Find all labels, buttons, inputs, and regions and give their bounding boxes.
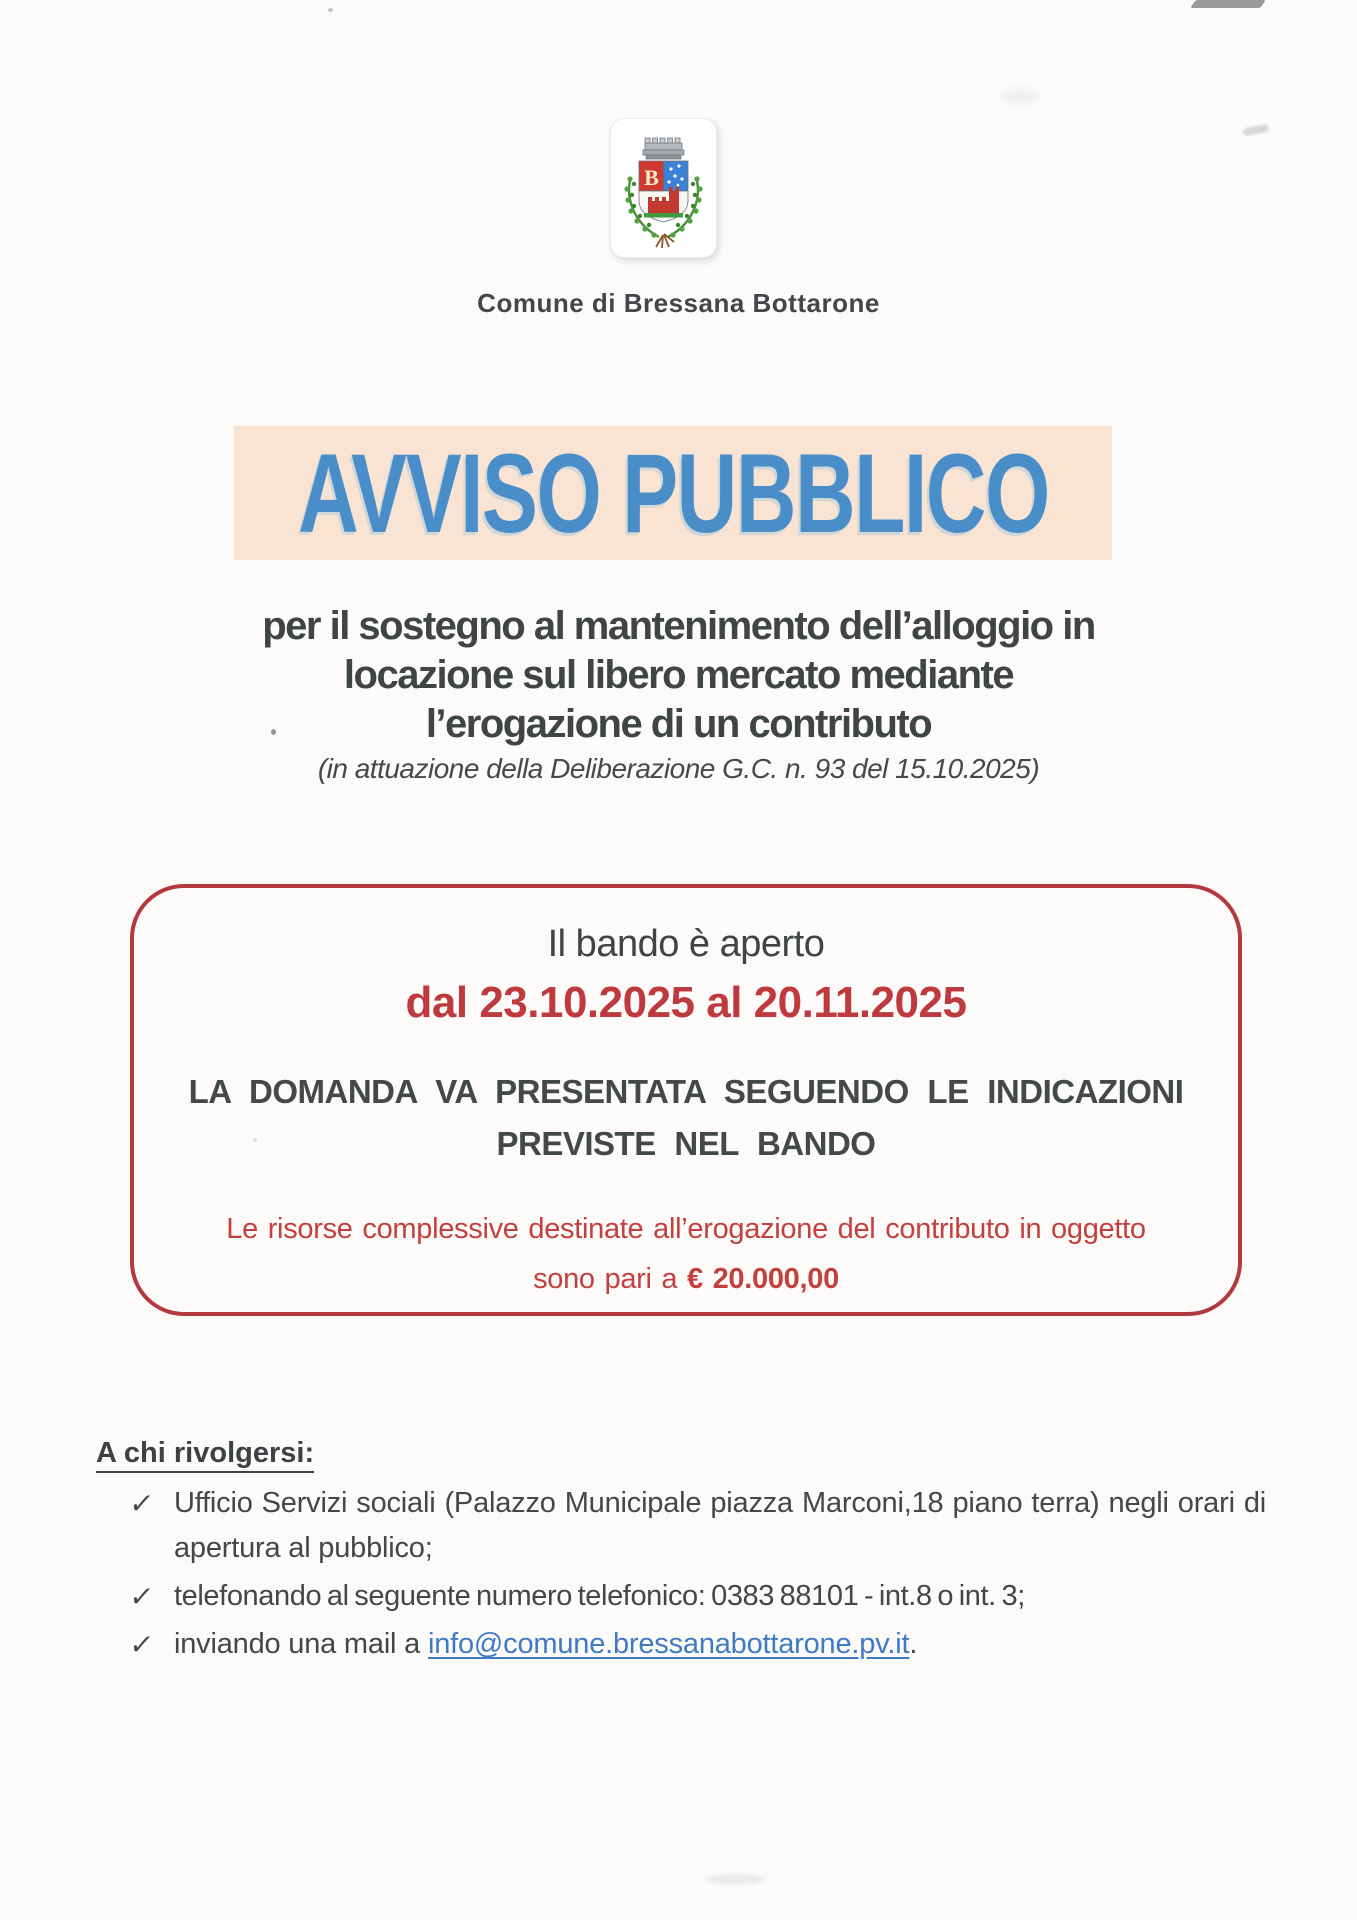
- funds-line: Le risorse complessive destinate all’erogazione del contributo in oggetto: [226, 1213, 1146, 1245]
- instructions-line: PREVISTE NEL BANDO: [496, 1125, 876, 1162]
- email-link[interactable]: info@comune.bressanabottarone.pv.it: [427, 1628, 910, 1660]
- notice-subtitle: [0, 602, 1357, 785]
- contact-office-text: Ufficio Servizi sociali (Palazzo Municipale piazza Marconi,18 piano terra) negli orari di apertura al pubblico;: [174, 1487, 1266, 1564]
- check-icon: ✓: [127, 1488, 156, 1519]
- notice-box: [130, 884, 1242, 1316]
- contact-email-text: [174, 1622, 1266, 1667]
- list-item: [127, 1622, 1266, 1667]
- contacts-heading: A chi rivolgersi:: [96, 1436, 314, 1473]
- check-icon: ✓: [127, 1629, 156, 1660]
- funds-statement: [164, 1204, 1208, 1304]
- subtitle-line: l’erogazione di un contributo: [425, 702, 932, 746]
- contacts-list: [96, 1481, 1266, 1667]
- bando-dates: dal 23.10.2025 al 20.11.2025: [405, 978, 967, 1027]
- contact-phone-text: telefonando al seguente numero telefonico: 0383 88101 - int.8 o int. 3;: [174, 1580, 1025, 1612]
- contacts-section: [96, 1436, 1266, 1670]
- title-banner: [234, 426, 1112, 560]
- municipal-coat-of-arms: [610, 118, 717, 258]
- page-title: AVVISO PUBBLICO: [297, 430, 1049, 556]
- svg-text:B: B: [644, 165, 659, 190]
- scan-artifact: [1190, 0, 1266, 8]
- list-item: [127, 1574, 1266, 1619]
- scan-artifact: [328, 8, 333, 12]
- scan-artifact: [705, 1874, 765, 1884]
- subtitle-line: per il sostegno al mantenimento dell’alloggio in: [262, 604, 1095, 648]
- scan-artifact: [1000, 88, 1040, 104]
- funds-prefix: sono pari a: [533, 1263, 688, 1295]
- check-icon: ✓: [127, 1581, 156, 1612]
- list-item: [127, 1481, 1266, 1571]
- bando-open-text: Il bando è aperto: [547, 923, 825, 965]
- municipality-name: Comune di Bressana Bottarone: [477, 288, 880, 318]
- scan-artifact: [1242, 123, 1269, 136]
- subtitle-line: locazione sul libero mercato mediante: [343, 653, 1014, 697]
- instructions-line: LA DOMANDA VA PRESENTATA SEGUENDO LE INDICAZIONI: [188, 1073, 1184, 1110]
- coat-of-arms-icon: [611, 119, 716, 257]
- funds-amount: € 20.000,00: [687, 1263, 839, 1295]
- application-instructions: [164, 1066, 1208, 1170]
- funds-line: [164, 1254, 1208, 1304]
- email-prefix: inviando una mail a: [174, 1628, 428, 1660]
- deliberation-note: (in attuazione della Deliberazione G.C. n. 93 del 15.10.2025): [317, 753, 1040, 784]
- email-suffix: .: [909, 1628, 918, 1660]
